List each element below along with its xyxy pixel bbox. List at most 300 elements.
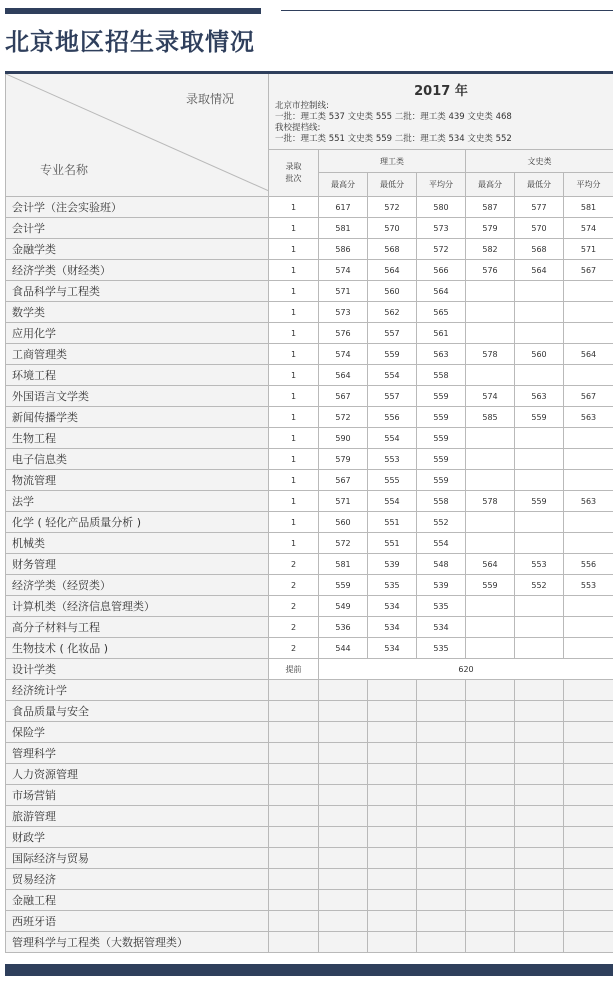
major-name: 机械类 <box>6 533 269 554</box>
sci-score-cell: 534 <box>368 638 417 659</box>
lib-score-cell <box>564 470 613 491</box>
lib-score-cell: 553 <box>515 554 564 575</box>
lib-score-cell: 570 <box>515 218 564 239</box>
major-name: 计算机类（经济信息管理类） <box>6 596 269 617</box>
lib-score-cell: 563 <box>564 491 613 512</box>
empty-cell <box>515 869 564 890</box>
lib-score-cell: 568 <box>515 239 564 260</box>
major-name: 市场营销 <box>6 785 269 806</box>
batch-cell: 1 <box>269 512 319 533</box>
empty-cell <box>368 764 417 785</box>
empty-cell <box>515 701 564 722</box>
lib-score-cell: 552 <box>515 575 564 596</box>
empty-cell <box>269 764 319 785</box>
major-name: 数学类 <box>6 302 269 323</box>
sci-score-cell: 590 <box>319 428 368 449</box>
empty-cell <box>515 827 564 848</box>
lib-score-cell <box>515 281 564 302</box>
table-row <box>6 323 613 344</box>
lib-score-cell <box>466 428 515 449</box>
batch-cell: 2 <box>269 617 319 638</box>
lib-score-cell <box>515 365 564 386</box>
empty-cell <box>319 722 368 743</box>
lib-score-cell: 567 <box>564 386 613 407</box>
lib-score-cell <box>466 449 515 470</box>
major-name: 食品质量与安全 <box>6 701 269 722</box>
lib-score-cell <box>564 512 613 533</box>
empty-cell <box>466 890 515 911</box>
lib-score-cell <box>466 470 515 491</box>
lib-score-cell <box>564 281 613 302</box>
major-name: 会计学（注会实验班） <box>6 197 269 218</box>
empty-cell <box>515 680 564 701</box>
sci-score-cell: 572 <box>417 239 466 260</box>
page-title: 北京地区招生录取情况 <box>5 28 255 56</box>
batch-cell: 1 <box>269 218 319 239</box>
empty-cell <box>466 911 515 932</box>
empty-cell <box>564 806 613 827</box>
lib-score-cell: 578 <box>466 491 515 512</box>
lib-score-cell <box>466 512 515 533</box>
sci-score-cell: 539 <box>417 575 466 596</box>
liberal-header: 文史类 <box>466 150 613 173</box>
major-name: 生物技术 ( 化妆品 ) <box>6 638 269 659</box>
major-name: 会计学 <box>6 218 269 239</box>
empty-cell <box>368 911 417 932</box>
sci-score-cell: 574 <box>319 344 368 365</box>
header-corner-cell <box>6 73 269 197</box>
sci-score-cell: 572 <box>319 533 368 554</box>
lib-score-cell: 578 <box>466 344 515 365</box>
major-name: 工商管理类 <box>6 344 269 365</box>
empty-cell <box>319 827 368 848</box>
school-line-title: 我校提档线: <box>275 123 321 133</box>
science-header: 理工类 <box>319 150 466 173</box>
table-row-empty <box>6 869 613 890</box>
empty-cell <box>319 764 368 785</box>
empty-cell <box>368 743 417 764</box>
table-row-empty <box>6 764 613 785</box>
sci-min-header: 最低分 <box>368 173 417 197</box>
table-row-special <box>6 659 613 680</box>
empty-cell <box>417 680 466 701</box>
sci-score-cell: 566 <box>417 260 466 281</box>
empty-cell <box>466 722 515 743</box>
empty-cell <box>269 848 319 869</box>
major-name: 国际经济与贸易 <box>6 848 269 869</box>
sci-score-cell: 552 <box>417 512 466 533</box>
major-name: 生物工程 <box>6 428 269 449</box>
major-name: 电子信息类 <box>6 449 269 470</box>
lib-score-cell: 582 <box>466 239 515 260</box>
sci-score-cell: 570 <box>368 218 417 239</box>
major-name: 法学 <box>6 491 269 512</box>
empty-cell <box>269 722 319 743</box>
major-name: 物流管理 <box>6 470 269 491</box>
table-row <box>6 617 613 638</box>
empty-cell <box>368 827 417 848</box>
sci-score-cell: 551 <box>368 533 417 554</box>
lib-avg-header: 平均分 <box>564 173 613 197</box>
empty-cell <box>466 806 515 827</box>
lib-score-cell <box>515 323 564 344</box>
major-name: 贸易经济 <box>6 869 269 890</box>
lib-max-header: 最高分 <box>466 173 515 197</box>
lib-score-cell <box>466 596 515 617</box>
major-name: 高分子材料与工程 <box>6 617 269 638</box>
table-row-empty <box>6 701 613 722</box>
batch-cell: 1 <box>269 323 319 344</box>
school-line-values: 一批：理工类 551 文史类 559 二批：理工类 534 文史类 552 <box>275 134 512 144</box>
table-row <box>6 596 613 617</box>
major-name: 西班牙语 <box>6 911 269 932</box>
empty-cell <box>564 932 613 953</box>
lib-score-cell: 563 <box>515 386 564 407</box>
lib-score-cell <box>564 365 613 386</box>
lib-score-cell <box>564 449 613 470</box>
empty-cell <box>269 680 319 701</box>
lib-score-cell <box>515 617 564 638</box>
table-row-empty <box>6 827 613 848</box>
lib-score-cell: 556 <box>564 554 613 575</box>
empty-cell <box>368 680 417 701</box>
major-name: 经济学类（财经类） <box>6 260 269 281</box>
lib-score-cell: 581 <box>564 197 613 218</box>
table-row <box>6 197 613 218</box>
empty-cell <box>466 848 515 869</box>
lib-score-cell: 585 <box>466 407 515 428</box>
lib-score-cell <box>466 365 515 386</box>
lib-score-cell: 563 <box>564 407 613 428</box>
empty-cell <box>417 722 466 743</box>
sci-score-cell: 560 <box>368 281 417 302</box>
admission-table <box>5 71 613 953</box>
empty-cell <box>564 764 613 785</box>
lib-score-cell <box>515 512 564 533</box>
major-name: 管理科学与工程类（大数据管理类） <box>6 932 269 953</box>
lib-score-cell: 560 <box>515 344 564 365</box>
year-label: 2017 年 <box>414 84 468 99</box>
sci-score-cell: 554 <box>368 365 417 386</box>
major-name: 应用化学 <box>6 323 269 344</box>
sci-score-cell: 556 <box>368 407 417 428</box>
empty-cell <box>319 785 368 806</box>
table-row-empty <box>6 932 613 953</box>
batch-cell: 1 <box>269 386 319 407</box>
empty-cell <box>319 932 368 953</box>
major-name: 旅游管理 <box>6 806 269 827</box>
empty-cell <box>515 743 564 764</box>
empty-cell <box>368 722 417 743</box>
major-name: 环境工程 <box>6 365 269 386</box>
empty-cell <box>466 764 515 785</box>
lib-score-cell <box>466 638 515 659</box>
empty-cell <box>269 911 319 932</box>
lib-score-cell: 564 <box>466 554 515 575</box>
empty-cell <box>269 890 319 911</box>
major-name: 财务管理 <box>6 554 269 575</box>
empty-cell <box>564 890 613 911</box>
lib-score-cell: 574 <box>466 386 515 407</box>
sci-score-cell: 534 <box>417 617 466 638</box>
major-name: 食品科学与工程类 <box>6 281 269 302</box>
empty-cell <box>368 785 417 806</box>
sci-score-cell: 554 <box>368 491 417 512</box>
sci-score-cell: 576 <box>319 323 368 344</box>
empty-cell <box>417 785 466 806</box>
empty-cell <box>564 911 613 932</box>
empty-cell <box>466 932 515 953</box>
batch-cell: 1 <box>269 407 319 428</box>
empty-cell <box>466 680 515 701</box>
empty-cell <box>564 785 613 806</box>
sci-score-cell: 567 <box>319 386 368 407</box>
sci-score-cell: 559 <box>417 428 466 449</box>
sci-score-cell: 572 <box>319 407 368 428</box>
major-name: 设计学类 <box>6 659 269 680</box>
sci-score-cell: 586 <box>319 239 368 260</box>
empty-cell <box>269 701 319 722</box>
major-name: 管理科学 <box>6 743 269 764</box>
empty-cell <box>368 701 417 722</box>
sci-score-cell: 534 <box>368 617 417 638</box>
sci-score-cell: 560 <box>319 512 368 533</box>
empty-cell <box>368 932 417 953</box>
batch-cell: 1 <box>269 302 319 323</box>
empty-cell <box>368 869 417 890</box>
empty-cell <box>515 911 564 932</box>
empty-cell <box>466 785 515 806</box>
bottom-accent-bar <box>5 964 613 976</box>
empty-cell <box>515 722 564 743</box>
batch-cell: 1 <box>269 449 319 470</box>
sci-score-cell: 565 <box>417 302 466 323</box>
lib-score-cell: 587 <box>466 197 515 218</box>
empty-cell <box>319 806 368 827</box>
empty-cell <box>417 869 466 890</box>
sci-score-cell: 558 <box>417 365 466 386</box>
empty-cell <box>319 890 368 911</box>
lib-score-cell: 579 <box>466 218 515 239</box>
sci-score-cell: 554 <box>417 533 466 554</box>
empty-cell <box>564 722 613 743</box>
table-row <box>6 218 613 239</box>
table-row <box>6 470 613 491</box>
sci-score-cell: 571 <box>319 281 368 302</box>
sci-score-cell: 574 <box>319 260 368 281</box>
empty-cell <box>417 827 466 848</box>
empty-cell <box>319 701 368 722</box>
merged-score-cell: 620 <box>319 659 613 680</box>
empty-cell <box>564 743 613 764</box>
empty-cell <box>466 743 515 764</box>
lib-score-cell <box>515 596 564 617</box>
empty-cell <box>417 806 466 827</box>
batch-cell: 2 <box>269 554 319 575</box>
empty-cell <box>417 932 466 953</box>
table-row-empty <box>6 911 613 932</box>
major-name: 化学 ( 轻化产品质量分析 ) <box>6 512 269 533</box>
sci-score-cell: 559 <box>417 407 466 428</box>
sci-score-cell: 559 <box>319 575 368 596</box>
empty-cell <box>466 701 515 722</box>
lib-score-cell <box>515 428 564 449</box>
sci-score-cell: 557 <box>368 386 417 407</box>
empty-cell <box>269 743 319 764</box>
major-name: 保险学 <box>6 722 269 743</box>
sci-score-cell: 555 <box>368 470 417 491</box>
batch-cell: 1 <box>269 344 319 365</box>
table-row <box>6 344 613 365</box>
empty-cell <box>564 701 613 722</box>
sci-score-cell: 544 <box>319 638 368 659</box>
table-row-empty <box>6 806 613 827</box>
empty-cell <box>368 806 417 827</box>
table-row-empty <box>6 743 613 764</box>
batch-cell: 2 <box>269 596 319 617</box>
lib-score-cell <box>466 533 515 554</box>
empty-cell <box>368 890 417 911</box>
table-row <box>6 428 613 449</box>
empty-cell <box>269 932 319 953</box>
table-row <box>6 407 613 428</box>
empty-cell <box>269 806 319 827</box>
lib-score-cell <box>564 617 613 638</box>
sci-score-cell: 559 <box>417 386 466 407</box>
sci-score-cell: 572 <box>368 197 417 218</box>
sci-score-cell: 568 <box>368 239 417 260</box>
top-accent-bar <box>5 8 261 14</box>
table-row <box>6 638 613 659</box>
major-name: 新闻传播学类 <box>6 407 269 428</box>
major-name: 经济学类（经贸类） <box>6 575 269 596</box>
lib-score-cell: 553 <box>564 575 613 596</box>
empty-cell <box>368 848 417 869</box>
empty-cell <box>319 743 368 764</box>
empty-cell <box>417 848 466 869</box>
sci-score-cell: 539 <box>368 554 417 575</box>
lib-score-cell <box>515 470 564 491</box>
major-name: 人力资源管理 <box>6 764 269 785</box>
lib-score-cell <box>515 533 564 554</box>
table-row <box>6 449 613 470</box>
batch-cell: 1 <box>269 365 319 386</box>
sci-score-cell: 562 <box>368 302 417 323</box>
empty-cell <box>515 932 564 953</box>
empty-cell <box>269 869 319 890</box>
batch-cell: 1 <box>269 239 319 260</box>
lib-score-cell <box>564 302 613 323</box>
batch-cell: 1 <box>269 533 319 554</box>
control-line-title: 北京市控制线: <box>275 101 329 111</box>
empty-cell <box>417 890 466 911</box>
empty-cell <box>515 785 564 806</box>
lib-score-cell: 564 <box>564 344 613 365</box>
table-row <box>6 260 613 281</box>
lib-score-cell <box>515 449 564 470</box>
table-row <box>6 533 613 554</box>
sci-score-cell: 548 <box>417 554 466 575</box>
sci-score-cell: 561 <box>417 323 466 344</box>
sci-score-cell: 557 <box>368 323 417 344</box>
empty-cell <box>515 806 564 827</box>
sci-max-header: 最高分 <box>319 173 368 197</box>
lib-score-cell <box>466 617 515 638</box>
table-row-empty <box>6 848 613 869</box>
batch-cell: 1 <box>269 428 319 449</box>
batch-cell: 1 <box>269 197 319 218</box>
lib-score-cell <box>564 638 613 659</box>
table-row-empty <box>6 680 613 701</box>
table-row <box>6 302 613 323</box>
empty-cell <box>269 827 319 848</box>
lib-score-cell <box>564 533 613 554</box>
batch-cell: 1 <box>269 470 319 491</box>
empty-cell <box>319 911 368 932</box>
batch-cell: 1 <box>269 281 319 302</box>
major-name: 金融工程 <box>6 890 269 911</box>
empty-cell <box>515 890 564 911</box>
table-row-empty <box>6 722 613 743</box>
sci-score-cell: 535 <box>417 638 466 659</box>
control-line-values: 一批：理工类 537 文史类 555 二批：理工类 439 文史类 468 <box>275 112 512 122</box>
lib-score-cell: 559 <box>515 407 564 428</box>
lib-score-cell: 576 <box>466 260 515 281</box>
empty-cell <box>466 827 515 848</box>
sci-score-cell: 549 <box>319 596 368 617</box>
major-name: 财政学 <box>6 827 269 848</box>
table-row <box>6 239 613 260</box>
major-name: 外国语言文学类 <box>6 386 269 407</box>
empty-cell <box>269 785 319 806</box>
empty-cell <box>417 764 466 785</box>
sci-score-cell: 536 <box>319 617 368 638</box>
empty-cell <box>417 701 466 722</box>
sci-score-cell: 558 <box>417 491 466 512</box>
lib-score-cell <box>564 323 613 344</box>
table-row-empty <box>6 785 613 806</box>
sci-score-cell: 559 <box>417 449 466 470</box>
lib-score-cell <box>466 323 515 344</box>
lib-score-cell: 559 <box>515 491 564 512</box>
sci-avg-header: 平均分 <box>417 173 466 197</box>
batch-cell: 2 <box>269 575 319 596</box>
sci-score-cell: 559 <box>368 344 417 365</box>
empty-cell <box>564 680 613 701</box>
batch-header: 录取批次 <box>269 150 319 197</box>
sci-score-cell: 564 <box>368 260 417 281</box>
table-row <box>6 512 613 533</box>
table-row <box>6 491 613 512</box>
corner-label-major: 专业名称 <box>40 163 89 177</box>
sci-score-cell: 563 <box>417 344 466 365</box>
empty-cell <box>564 848 613 869</box>
batch-cell: 提前 <box>269 659 319 680</box>
table-row <box>6 386 613 407</box>
batch-cell: 2 <box>269 638 319 659</box>
sci-score-cell: 553 <box>368 449 417 470</box>
empty-cell <box>319 848 368 869</box>
lib-score-cell <box>564 596 613 617</box>
lib-score-cell <box>564 428 613 449</box>
table-row <box>6 575 613 596</box>
sci-score-cell: 617 <box>319 197 368 218</box>
empty-cell <box>319 869 368 890</box>
empty-cell <box>417 911 466 932</box>
sci-score-cell: 571 <box>319 491 368 512</box>
table-row-empty <box>6 890 613 911</box>
empty-cell <box>466 869 515 890</box>
